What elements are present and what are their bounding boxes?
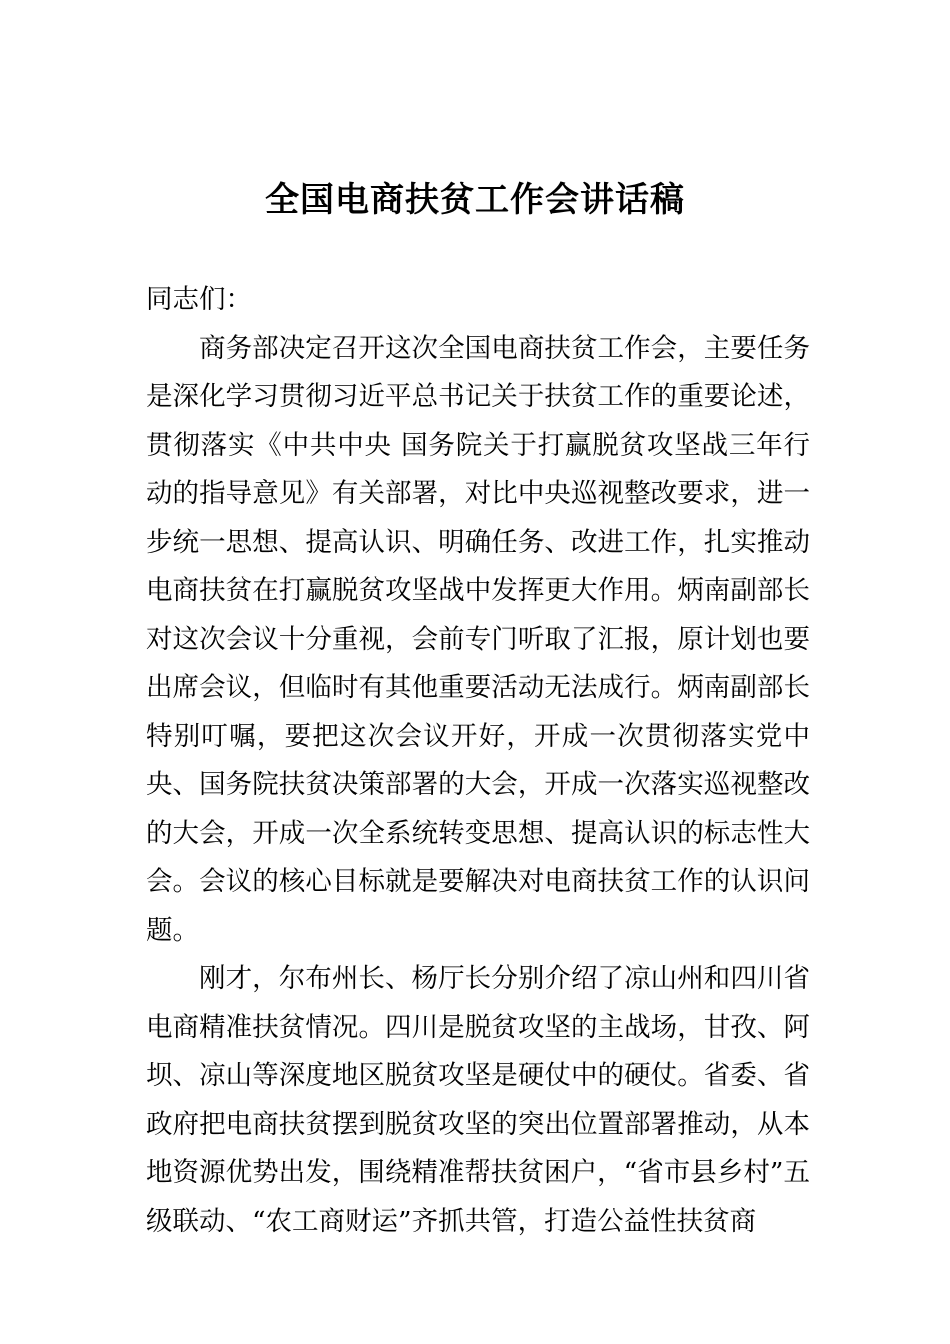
paragraph-1: 商务部决定召开这次全国电商扶贫工作会，主要任务是深化学习贯彻习近平总书记关于扶贫工作的重要论述，贯彻落实《中共中央 国务院关于打赢脱贫攻坚战三年行动的指导意见》有关部署，对比中央巡视整改要求，进一步统一思想、提高认识、明确任务、改进工作，扎实推动电商扶贫在打赢脱贫攻坚战中发挥更大作用。炳南副部长对这次会议十分重视，会前专门听取了汇报，原计划也要出席会议，但临时有其他重要活动无法成行。炳南副部长特别叮嘱，要把这次会议开好，开成一次贯彻落实党中央、国务院扶贫决策部署的大会，开成一次落实巡视整改的大会，开成一次全系统转变思想、提高认识的标志性大会。会议的核心目标就是要解决对电商扶贫工作的认识问题。 <box>146 332 810 946</box>
salutation: 同志们： <box>146 284 252 315</box>
document-title: 全国电商扶贫工作会讲话稿 <box>265 180 685 220</box>
document-body <box>146 276 810 1246</box>
paragraph-2: 刚才，尔布州长、杨厅长分别介绍了凉山州和四川省电商精准扶贫情况。四川是脱贫攻坚的主战场，甘孜、阿坝、凉山等深度地区脱贫攻坚是硬仗中的硬仗。省委、省政府把电商扶贫摆到脱贫攻坚的突出位置部署推动，从本地资源优势出发，围绕精准帮扶贫困户，“省市县乡村”五级联动、“农工商财运”齐抓共管，打造公益性扶贫商 <box>146 963 810 1237</box>
